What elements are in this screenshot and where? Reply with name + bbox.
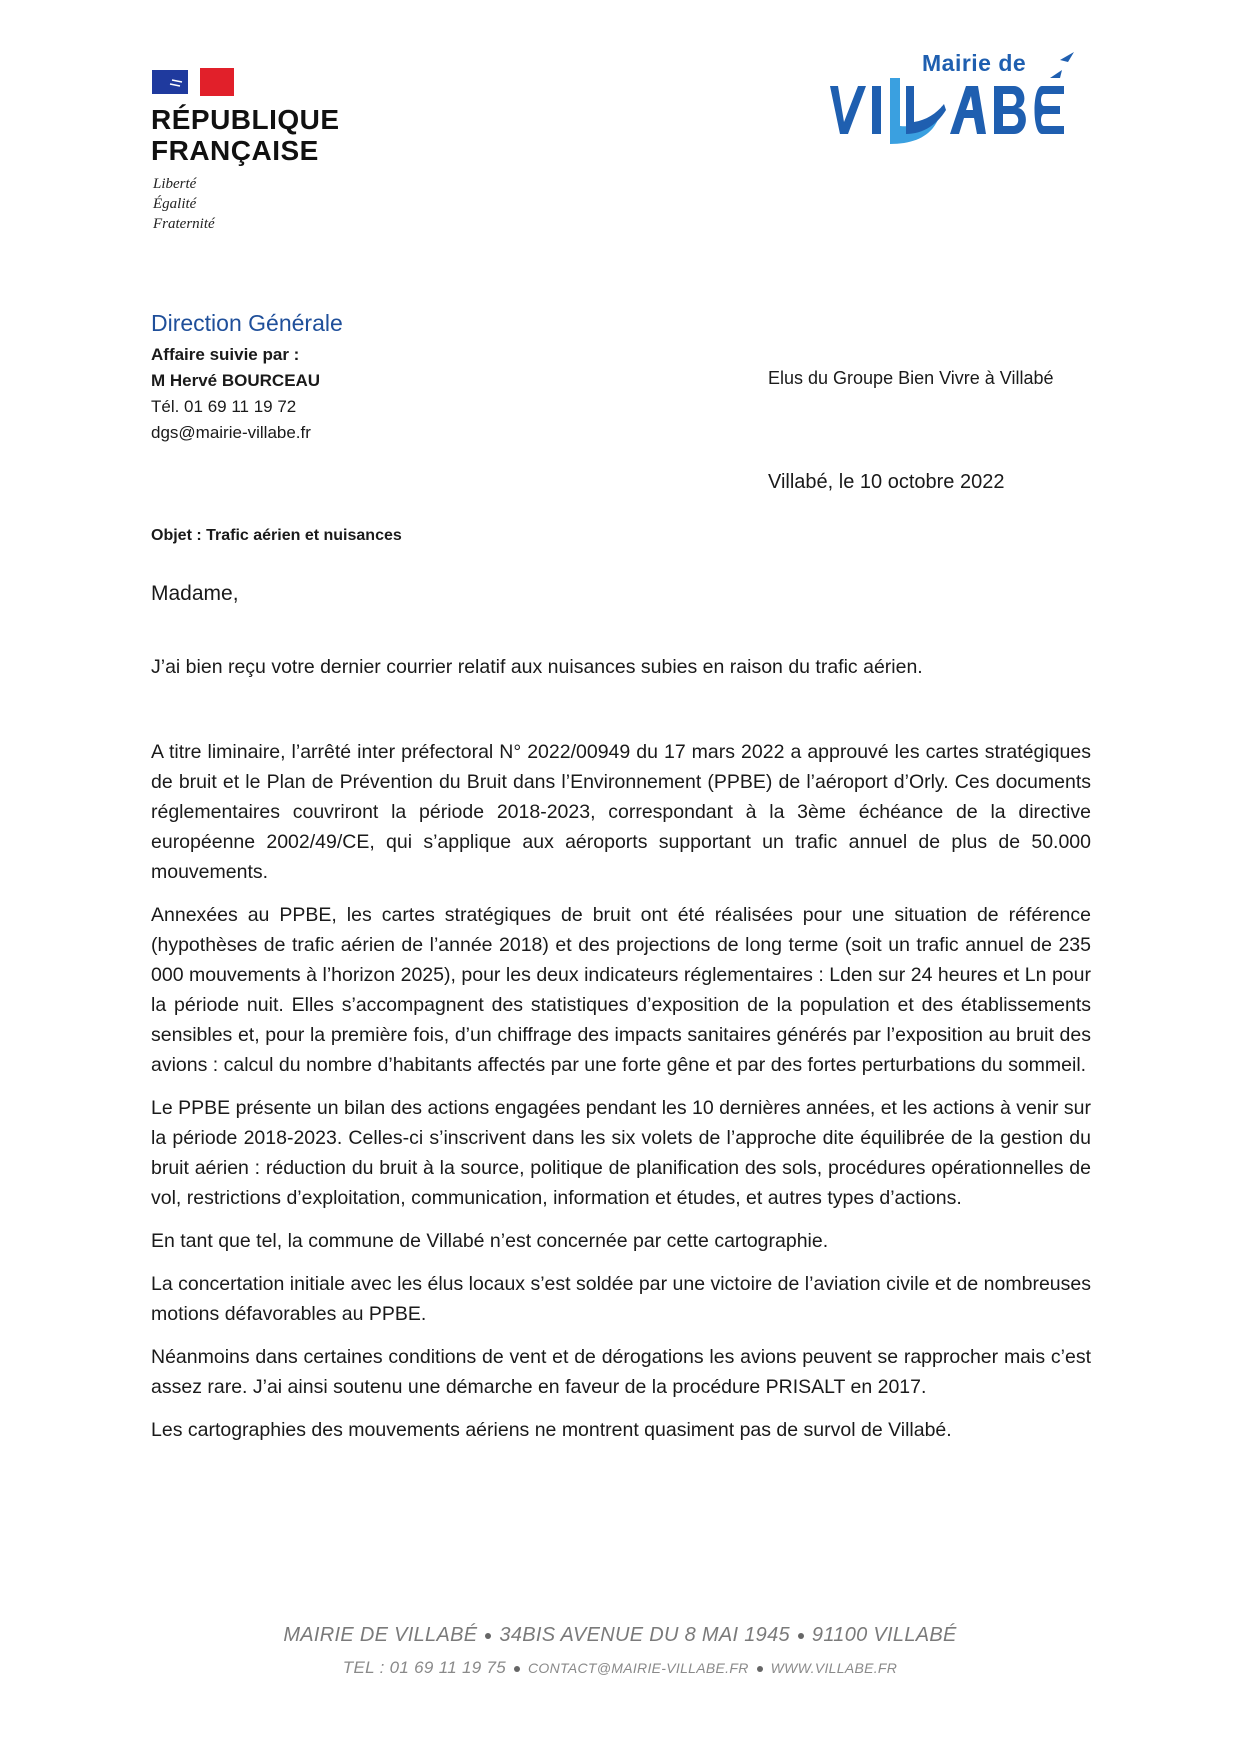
sender-block: [151, 342, 320, 446]
paragraph: Les cartographies des mouvements aériens ne montrent quasiment pas de survol de Villabé.: [151, 1419, 952, 1441]
paragraph: Néanmoins dans certaines conditions de vent et de dérogations les avions peuvent se rapprocher mais c’est assez rare. J’ai ainsi soutenu une démarche en faveur de la procédure PRISALT en 2017.: [151, 1346, 1091, 1398]
bullet-icon: [757, 1666, 763, 1672]
recipient: Elus du Groupe Bien Vivre à Villabé: [768, 368, 1054, 388]
paragraph: En tant que tel, la commune de Villabé n’est concernée par cette cartographie.: [151, 1230, 829, 1252]
villabe-logo-icon: [828, 48, 1088, 148]
rf-line1: RÉPUBLIQUE: [151, 104, 340, 135]
paragraph: Annexées au PPBE, les cartes stratégiques de bruit ont été réalisées pour une situation de référence (hypothèses de trafic aérien de l’année 2018) et des projections de long terme (soit un trafic annuel de 235 000 mouvements à l’horizon 2025), pour les deux indicateurs réglementaires : Lden sur 24 heures et Ln pour la période nuit. Elles s’accompagnent des statistiques d’exposition de la population et des établissements sensibles et, pour la première fois, d’un chiffrage des impacts sanitaires générés par l’exposition au bruit des avions : calcul du nombre d’habitants affectés par une forte gêne et par des fortes perturbations du sommeil.: [151, 904, 1091, 1076]
rf-line2: FRANÇAISE: [151, 135, 319, 166]
footer-street: 34BIS AVENUE DU 8 MAI 1945: [499, 1624, 790, 1646]
footer-phone: TEL : 01 69 11 19 75: [342, 1658, 507, 1677]
footer-mairie: MAIRIE DE VILLABÉ: [283, 1624, 478, 1646]
footer-contact: [0, 1658, 1240, 1678]
marianne-flag-icon: [152, 68, 234, 96]
bullet-icon: [485, 1633, 491, 1639]
footer-website: WWW.VILLABE.FR: [770, 1660, 898, 1676]
subject-line: Objet : Trafic aérien et nuisances: [151, 527, 402, 544]
date-line: Villabé, le 10 octobre 2022: [768, 471, 1005, 493]
followed-by-label: Affaire suivie par :: [151, 345, 300, 364]
bullet-icon: [798, 1633, 804, 1639]
letter-body: [151, 737, 1091, 1458]
intro-paragraph: [151, 652, 1091, 695]
logo-mairie-de: Mairie de: [922, 50, 1027, 76]
sender-name: M Hervé BOURCEAU: [151, 371, 321, 390]
paragraph: Le PPBE présente un bilan des actions engagées pendant les 10 dernières années, et les actions à venir sur la période 2018-2023. Celles-ci s’inscrivent dans les six volets de l’approche dite équilibrée de la gestion du bruit aérien : réduction du bruit à la source, politique de planification des sols, procédures opérationnelles de vol, restrictions d’exploitation, communication, information et études, et autres types d’actions.: [151, 1097, 1091, 1209]
paragraph: La concertation initiale avec les élus locaux s’est soldée par une victoire de l’aviation civile et de nombreuses motions défavorables au PPBE.: [151, 1273, 1091, 1325]
sender-email: dgs@mairie-villabe.fr: [151, 423, 311, 442]
intro-text: J’ai bien reçu votre dernier courrier relatif aux nuisances subies en raison du trafic aérien.: [151, 656, 923, 678]
republique-francaise-title: [151, 104, 340, 166]
motto-egalite: Égalité: [153, 196, 197, 212]
motto-fraternite: Fraternité: [153, 216, 215, 232]
motto-liberte: Liberté: [153, 176, 197, 192]
bullet-icon: [514, 1666, 520, 1672]
footer-email: CONTACT@MAIRIE-VILLABE.FR: [528, 1660, 749, 1676]
republic-motto: [153, 174, 215, 234]
department-name: Direction Générale: [151, 310, 343, 336]
footer-address: [0, 1624, 1240, 1647]
salutation: Madame,: [151, 582, 239, 605]
sender-phone: Tél. 01 69 11 19 72: [151, 397, 297, 416]
footer-city: 91100 VILLABÉ: [811, 1624, 957, 1646]
paragraph: A titre liminaire, l’arrêté inter préfectoral N° 2022/00949 du 17 mars 2022 a approuvé les cartes stratégiques de bruit et le Plan de Prévention du Bruit dans l’Environnement (PPBE) de l’aéroport d’Orly. Ces documents réglementaires couvriront la période 2018-2023, correspondant à la 3ème échéance de la directive européenne 2002/49/CE, qui s’applique aux aéroports supportant un trafic annuel de plus de 50.000 mouvements.: [151, 741, 1091, 883]
